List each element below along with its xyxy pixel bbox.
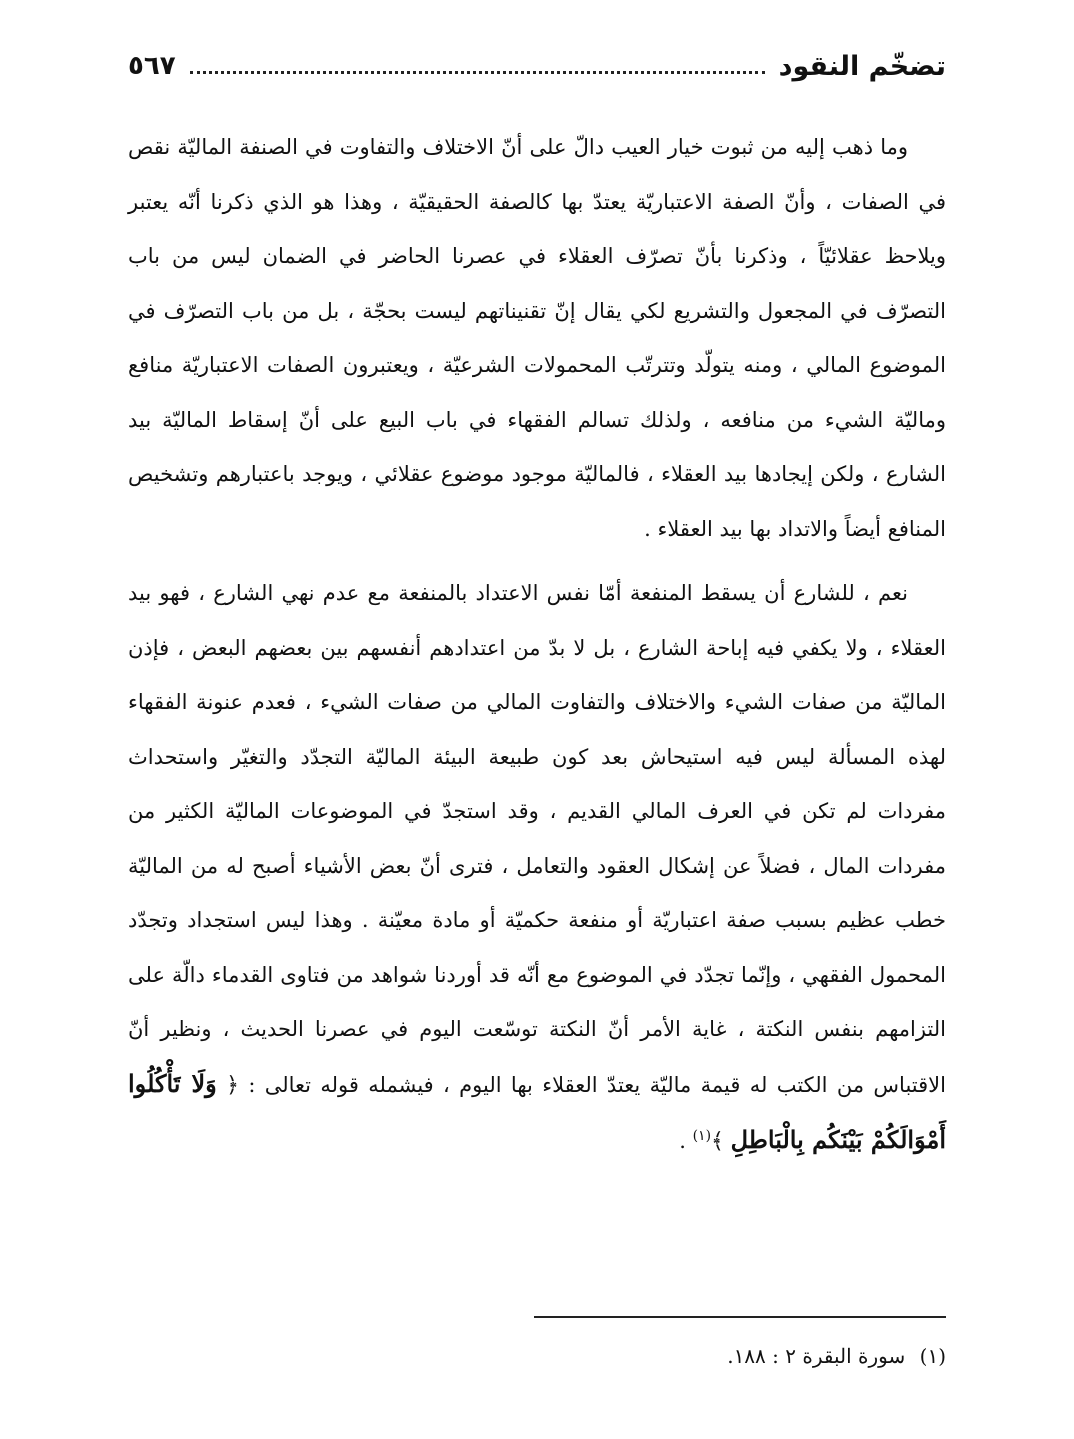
quran-verse: وَلَا تَأْكُلُوا أَمْوَالَكُمْ بَيْنَكُم بِالْبَاطِلِ <box>128 1068 946 1154</box>
running-header <box>128 46 946 86</box>
running-title: تضخّم النقود <box>778 50 946 82</box>
quran-open-ornament: ﴿ <box>226 1072 239 1098</box>
page-number: ٥٦٧ <box>128 51 176 81</box>
paragraph: وما ذهب إليه من ثبوت خيار العيب دالّ على أنّ الاختلاف والتفاوت في الصنفة الماليّة نقص في الصفات ، وأنّ الصفة الاعتباريّة يعتدّ بها كالصفة الحقيقيّة ، وهذا هو الذي ذكرنا أنّه يعتبر ويلاحظ عقلائيّاً ، وذكرنا بأنّ تصرّف العقلاء في عصرنا الحاضر في الضمان ليس من باب التصرّف في المجعول والتشريع لكي يقال إنّ تقنيناتهم ليست بحجّة ، بل من باب التصرّف في الموضوع المالي ، ومنه يتولّد وتترتّب المحمولات الشرعيّة ، ويعتبرون الصفات الاعتباريّة منافع وماليّة الشيء من منافعه ، ولذلك تسالم الفقهاء في باب البيع على أنّ إسقاط الماليّة بيد الشارع ، ولكن إيجادها بيد العقلاء ، فالماليّة موجود موضوع عقلائي ، ويوجد باعتبارهم وتشخيص المنافع أيضاً والاتداد بها بيد العقلاء . <box>128 135 946 541</box>
footnote-number: (١) <box>919 1344 946 1368</box>
footnote-reference: (١) <box>692 1128 712 1144</box>
footnote-text: سورة البقرة ٢ : ١٨٨. <box>727 1344 906 1368</box>
quran-close-ornament: ﴾ <box>711 1129 724 1154</box>
paragraph <box>128 566 946 1170</box>
footnote <box>727 1338 946 1374</box>
body-text <box>128 120 946 1170</box>
dotted-leader <box>190 71 765 74</box>
footnote-separator <box>534 1316 946 1318</box>
paragraph-end: . <box>679 1129 686 1153</box>
paragraph-text: نعم ، للشارع أن يسقط المنفعة أمّا نفس الاعتداد بالمنفعة مع عدم نهي الشارع ، فهو بيد العقلاء ، ولا يكفي فيه إباحة الشارع ، بل لا بدّ من اعتدادهم أنفسهم بين بعضهم البعض ، فإذن الماليّة من صفات الشيء والاختلاف والتفاوت المالي من صفات الشيء ، فعدم عنونة الفقهاء لهذه المسألة ليس فيه استيحاش بعد كون طبيعة البيئة الماليّة التجدّد والتغيّر واستحداث مفردات لم تكن في العرف المالي القديم ، وقد استجدّ في الموضوعات الماليّة الكثير من مفردات المال ، فضلاً عن إشكال العقود والتعامل ، فترى أنّ بعض الأشياء أصبح له من الماليّة خطب عظيم بسبب صفة اعتباريّة أو منفعة حكميّة أو مادة معيّنة . وهذا ليس استجداد وتجدّد المحمول الفقهي ، وإنّما تجدّد في الموضوع مع أنّه قد أوردنا شواهد من فتاوى القدماء دالّة على التزامهم بنفس النكتة ، غاية الأمر أنّ النكتة توسّعت اليوم في عصرنا الحديث ، ونظير أنّ الاقتباس من الكتب له قيمة ماليّة يعتدّ العقلاء بها اليوم ، فيشمله قوله تعالى : <box>128 581 946 1097</box>
